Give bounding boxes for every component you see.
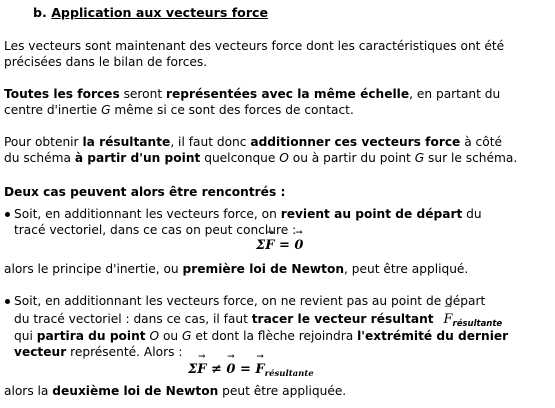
point-o: O — [279, 151, 289, 165]
vector-f-resultante: → F — [255, 362, 264, 378]
case-1-line-2: tracé vectoriel, dans ce cas on peut conclure : — [14, 223, 297, 237]
text: ou — [159, 329, 183, 343]
equation-sum-not-zero — [188, 362, 314, 382]
text: du tracé vectoriel : dans ce cas, il faut — [14, 312, 252, 326]
not-equal-sign: ≠ — [206, 362, 227, 377]
equation-sum-equals-zero — [256, 238, 303, 254]
text: qui — [14, 329, 37, 343]
point-g: G — [414, 151, 425, 165]
paragraph-1-line-2: précisées dans le bilan de forces. — [4, 55, 208, 69]
text: du — [462, 207, 482, 221]
emph-deuxieme-loi: deuxième loi de Newton — [52, 384, 219, 398]
text: représenté. Alors : — [66, 345, 183, 359]
text: , en partant du — [409, 87, 501, 101]
paragraph-2-line-1 — [4, 86, 500, 102]
text: Pour obtenir — [4, 135, 83, 149]
case-1-line-1 — [14, 206, 482, 222]
vector-f: → F — [197, 362, 206, 378]
text: quelconque — [200, 151, 280, 165]
vector-f-resultante: → F — [444, 312, 453, 328]
section-title — [33, 5, 268, 21]
text: seront — [119, 87, 167, 101]
paragraph-3-line-2 — [4, 150, 517, 166]
vector-zero: → 0 — [294, 238, 303, 254]
text: centre d'inertie — [4, 103, 102, 117]
paragraph-3-line-1 — [4, 134, 502, 150]
text: et dont la flèche rejoindra — [191, 329, 358, 343]
text: peut être appliquée. — [218, 384, 347, 398]
emph-tracer-vecteur: tracer le vecteur résultant — [251, 312, 434, 326]
text: même si ce sont des forces de contact. — [110, 103, 354, 117]
emph-toutes-les-forces: Toutes les forces — [4, 87, 120, 101]
case-2-line-4 — [14, 344, 182, 360]
emph-premiere-loi: première loi de Newton — [182, 262, 344, 276]
case-2-line-1: Soit, en additionnant les vecteurs force, on ne revient pas au point de départ — [14, 294, 486, 308]
equals-sign: = — [235, 362, 256, 377]
subscript-resultante: résultante — [452, 319, 503, 329]
paragraph-2-line-2 — [4, 102, 354, 118]
case-2-line-5 — [4, 383, 346, 399]
text: ou à partir du point — [288, 151, 415, 165]
sigma-symbol: Σ — [256, 238, 266, 253]
text: alors le principe d'inertie, ou — [4, 262, 183, 276]
section-number: b. — [33, 5, 52, 20]
emph-la-resultante: la résultante — [82, 135, 171, 149]
emph-vecteur: vecteur — [14, 345, 67, 359]
text: sur le schéma. — [424, 151, 518, 165]
section-heading: Application aux vecteurs force — [51, 5, 269, 20]
text: du schéma — [4, 151, 75, 165]
emph-revient: revient au point de départ — [280, 207, 463, 221]
bullet-case-2 — [5, 299, 10, 304]
cases-heading: Deux cas peuvent alors être rencontrés : — [4, 185, 286, 199]
point-g: G — [182, 329, 192, 343]
emph-a-partir-d-un-point: à partir d'un point — [74, 151, 201, 165]
equals-sign: = — [274, 238, 295, 253]
emph-partira: partira du point — [36, 329, 146, 343]
emph-extremite: l'extrémité du dernier — [357, 329, 509, 343]
sigma-symbol: Σ — [188, 362, 198, 377]
text: , il faut donc — [170, 135, 251, 149]
subscript-resultante: résultante — [264, 369, 314, 379]
text: à côté — [460, 135, 502, 149]
vector-f: → F — [265, 238, 274, 254]
text: , peut être appliqué. — [344, 262, 469, 276]
emph-additionner: additionner ces vecteurs force — [250, 135, 461, 149]
text: alors la — [4, 384, 53, 398]
point-o: O — [149, 329, 160, 343]
point-g: G — [101, 103, 111, 117]
case-2-line-3 — [14, 328, 508, 344]
vector-zero: → 0 — [226, 362, 235, 378]
emph-meme-echelle: représentées avec la même échelle — [166, 87, 410, 101]
case-1-line-3 — [4, 261, 468, 277]
bullet-case-1 — [5, 212, 10, 217]
paragraph-1-line-1: Les vecteurs sont maintenant des vecteurs force dont les caractéristiques ont été — [4, 39, 505, 53]
text: Soit, en additionnant les vecteurs force, on — [14, 207, 281, 221]
